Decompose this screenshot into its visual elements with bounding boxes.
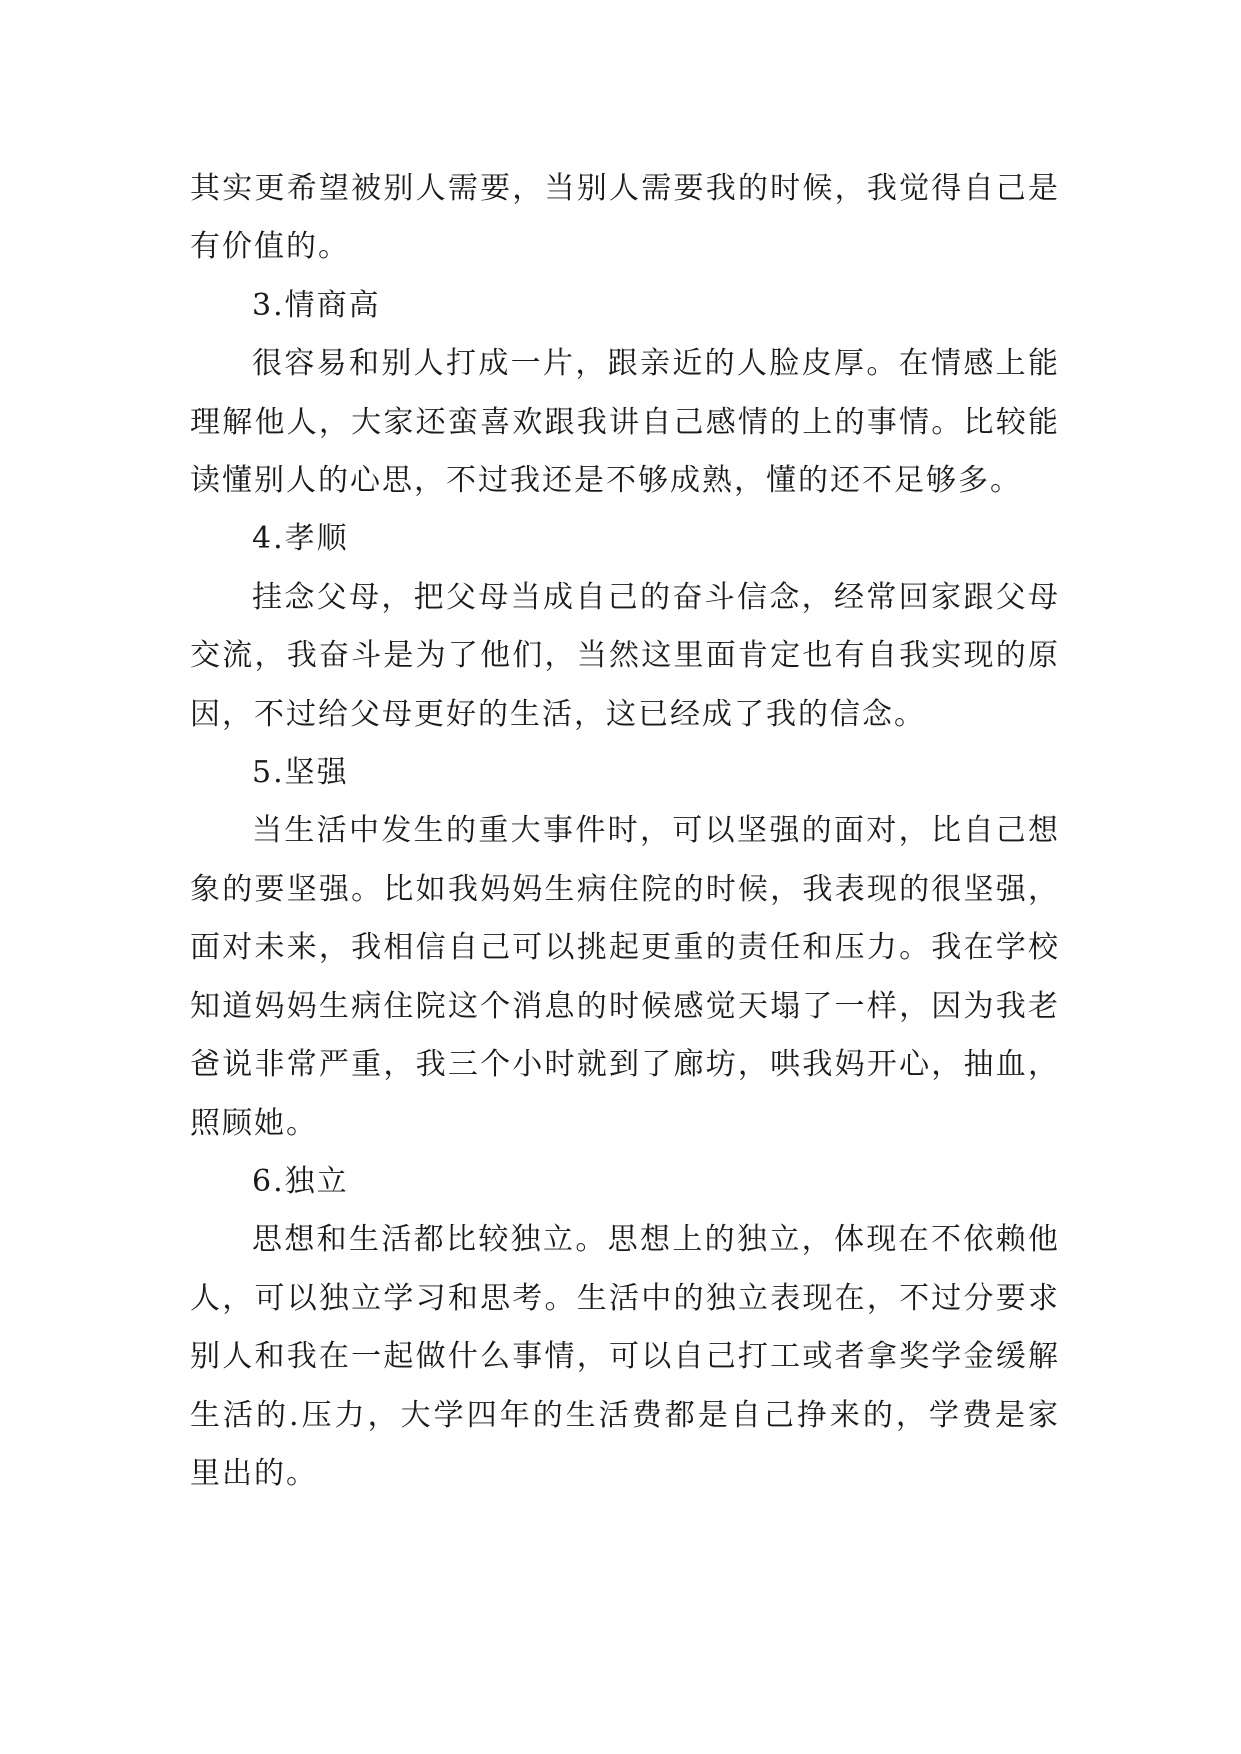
paragraph-emotional-intelligence: 很容易和别人打成一片，跟亲近的人脸皮厚。在情感上能理解他人，大家还蛮喜欢跟我讲自己感情的上的事情。比较能读懂别人的心思，不过我还是不够成熟，懂的还不足够多。 bbox=[190, 346, 1060, 499]
heading-emotional-intelligence: 3.情商高 bbox=[252, 287, 381, 323]
paragraph-independent: 思想和生活都比较独立。思想上的独立，体现在不依赖他人，可以独立学习和思考。生活中的独立表现在，不过分要求别人和我在一起做什么事情，可以自己打工或者拿奖学金缓解生活的.压力，大学四年的生活费都是自己挣来的，学费是家里出的。 bbox=[190, 1222, 1060, 1491]
heading-filial-piety: 4.孝顺 bbox=[252, 521, 349, 557]
document-body bbox=[190, 160, 1060, 1503]
heading-independent: 6.独立 bbox=[252, 1163, 349, 1199]
paragraph-continuation: 其实更希望被别人需要，当别人需要我的时候，我觉得自己是有价值的。 bbox=[190, 171, 1060, 265]
heading-strong: 5.坚强 bbox=[252, 755, 349, 791]
paragraph-filial-piety: 挂念父母，把父母当成自己的奋斗信念，经常回家跟父母交流，我奋斗是为了他们，当然这里面肯定也有自我实现的原因，不过给父母更好的生活，这已经成了我的信念。 bbox=[190, 579, 1060, 732]
paragraph-strong: 当生活中发生的重大事件时，可以坚强的面对，比自己想象的要坚强。比如我妈妈生病住院的时候，我表现的很坚强，面对未来，我相信自己可以挑起更重的责任和压力。我在学校知道妈妈生病住院这个消息的时候感觉天塌了一样，因为我老爸说非常严重，我三个小时就到了廊坊，哄我妈开心，抽血，照顾她。 bbox=[190, 813, 1060, 1141]
